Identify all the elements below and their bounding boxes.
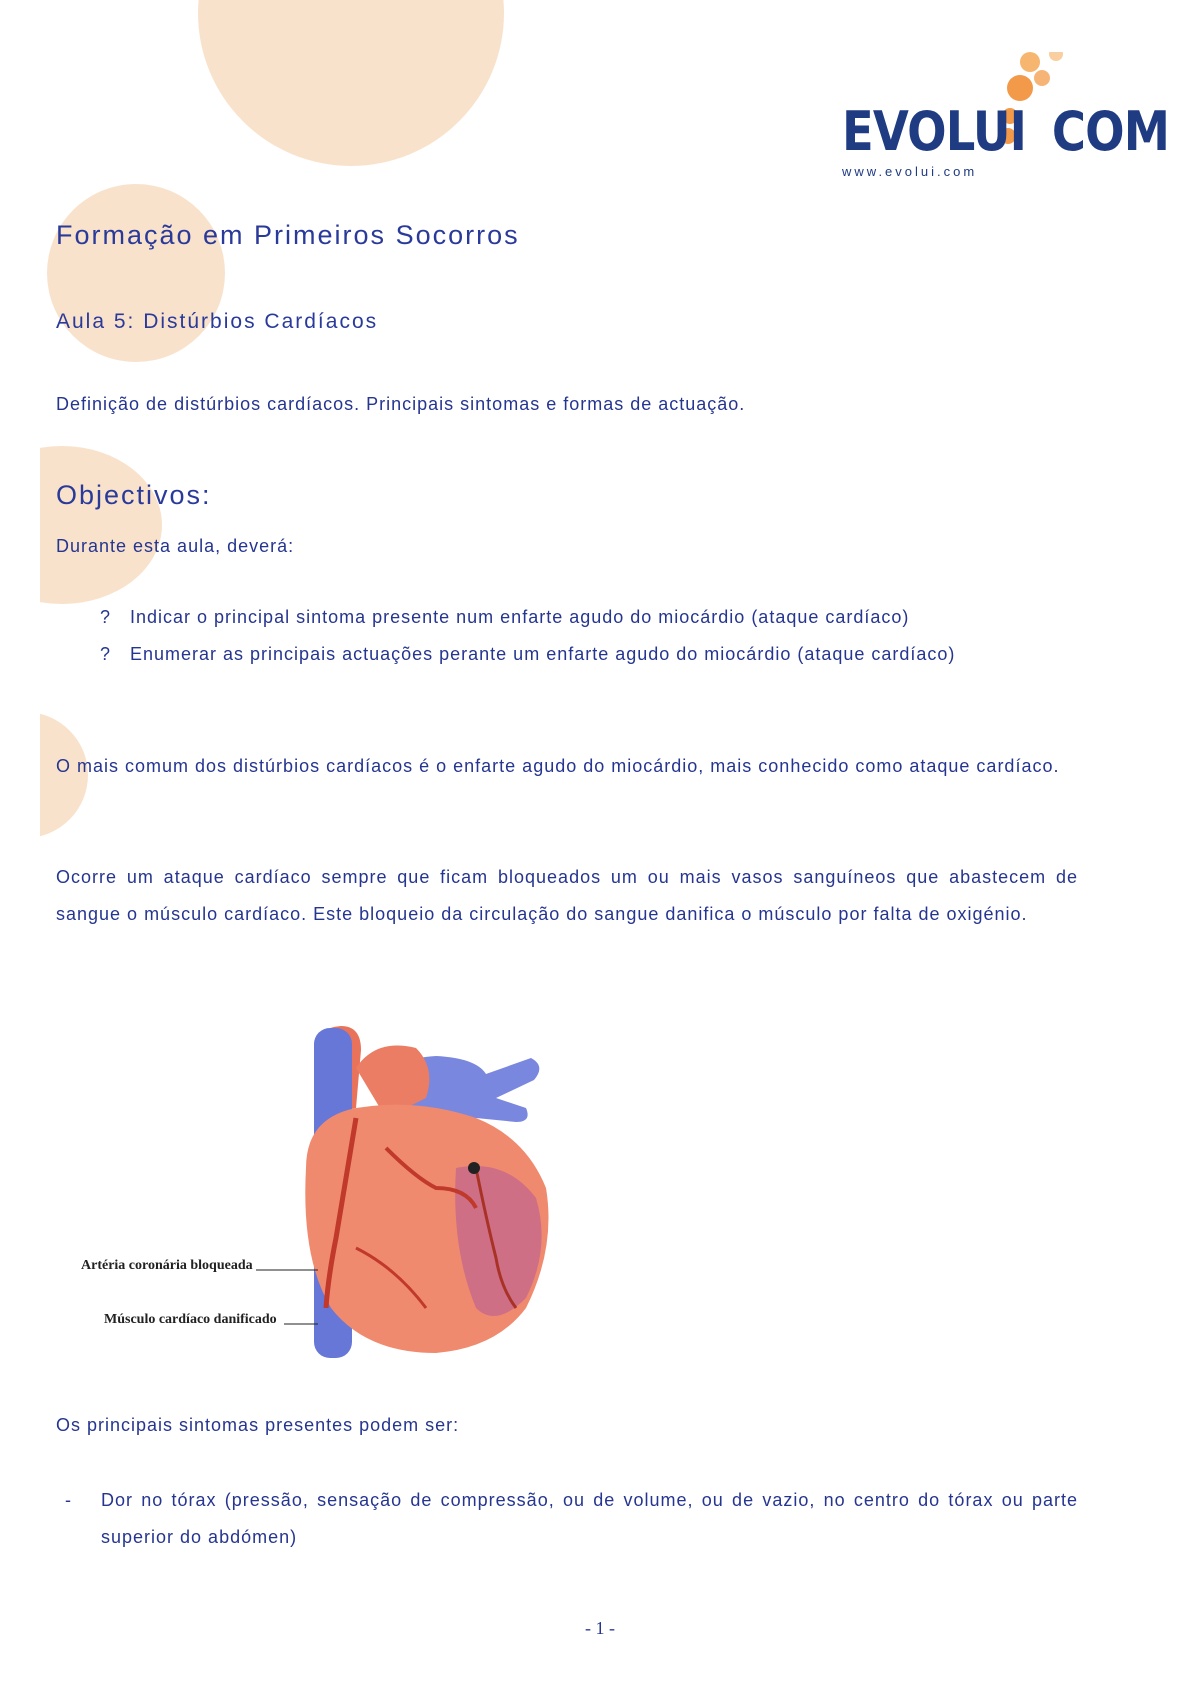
bullet-mark: ? [100, 607, 112, 627]
decorative-circle-title [47, 184, 225, 362]
bullet-mark: ? [100, 644, 112, 664]
figure-label-muscle: Músculo cardíaco danificado [104, 1312, 277, 1327]
symptom-text: Dor no tórax (pressão, sensação de compressão, ou de volume, ou de vazio, no centro do tórax ou parte superior do abdómen) [101, 1490, 1078, 1547]
symptom-item [65, 1482, 1078, 1556]
evolui-logo [842, 52, 1170, 182]
document-title: Formação em Primeiros Socorros [56, 220, 520, 250]
page-number: - 1 - [585, 1618, 615, 1638]
decorative-circle-objectives [0, 446, 162, 604]
objectives-intro: Durante esta aula, deverá: [56, 536, 295, 556]
logo-wordmark: EVOLUI COM [842, 100, 1170, 163]
paragraph-heart-attack: Ocorre um ataque cardíaco sempre que ficam bloqueados um ou mais vasos sanguíneos que abastecem de sangue o músculo cardíaco. Este bloqueio da circulação do sangue danifica o músculo por falta de oxigénio. [56, 867, 1078, 924]
dash-mark: - [65, 1490, 72, 1510]
paragraph-common-disorder: O mais comum dos distúrbios cardíacos é o enfarte agudo do miocárdio, mais conhecido como ataque cardíaco. [56, 756, 1060, 776]
objectives-heading: Objectivos: [56, 480, 212, 510]
symptoms-intro: Os principais sintomas presentes podem ser: [56, 1415, 460, 1435]
logo-url: www.evolui.com [842, 164, 978, 179]
decorative-circle-top [198, 0, 504, 166]
objective-text: Enumerar as principais actuações perante um enfarte agudo do miocárdio (ataque cardíaco) [130, 644, 956, 664]
objective-item [100, 644, 955, 665]
objective-text: Indicar o principal sintoma presente num enfarte agudo do miocárdio (ataque cardíaco) [130, 607, 910, 627]
figure-label-artery: Artéria coronária bloqueada [81, 1258, 253, 1273]
objective-item [100, 607, 909, 628]
lesson-title: Aula 5: Distúrbios Cardíacos [56, 310, 379, 333]
intro-text: Definição de distúrbios cardíacos. Principais sintomas e formas de actuação. [56, 394, 746, 414]
heart-illustration [56, 1008, 566, 1373]
